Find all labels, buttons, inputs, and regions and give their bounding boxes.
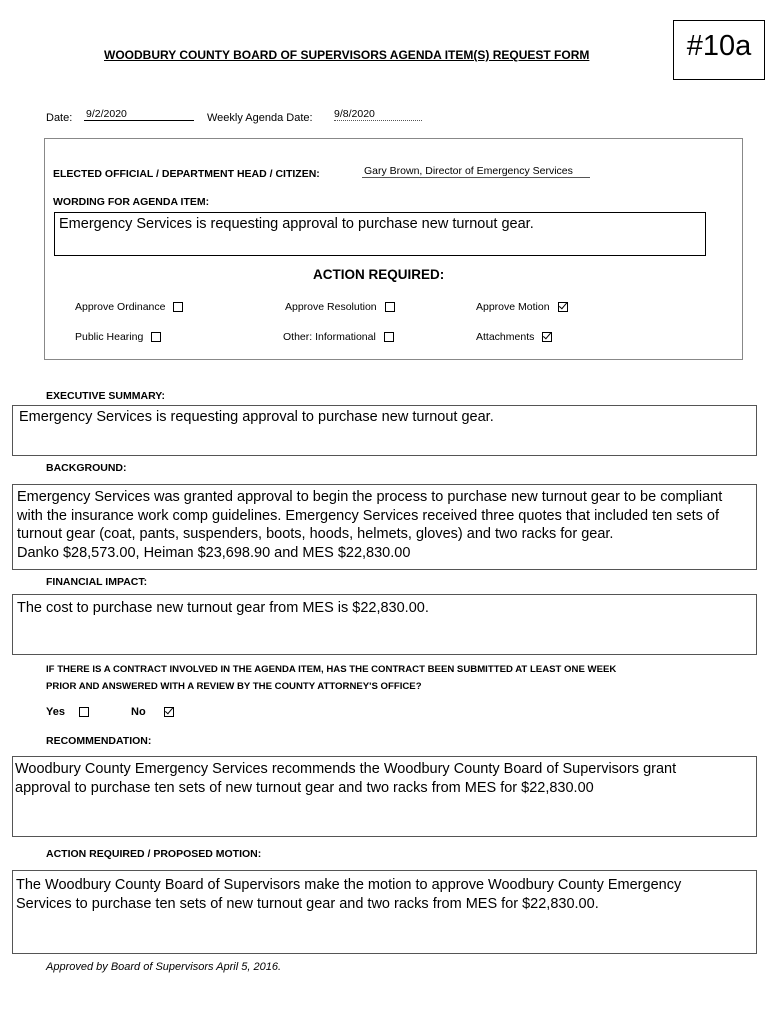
proposed-motion-line: Services to purchase ten sets of new turnout gear and two racks from MES for $22,830.00. [16,895,599,912]
requester-value: Gary Brown, Director of Emergency Services [362,165,590,178]
financial-impact-label: FINANCIAL IMPACT: [46,576,148,588]
background-line: turnout gear (coat, pants, suspenders, boots, hoods, helmets, gloves) and two racks for gear. [17,526,614,542]
contract-question-line: IF THERE IS A CONTRACT INVOLVED IN THE AGENDA ITEM, HAS THE CONTRACT BEEN SUBMITTED AT LEAST ONE WEEK [46,664,617,675]
action-required-title: ACTION REQUIRED: [313,267,445,282]
background-line: Danko $28,573.00, Heiman $23,698.90 and MES $22,830.00 [17,544,411,561]
option-approve-resolution [285,301,395,313]
recommendation-box [12,756,757,837]
option-other-informational [283,331,394,343]
wording-box: Emergency Services is requesting approval to purchase new turnout gear. [54,212,706,256]
weekly-agenda-date-label: Weekly Agenda Date: [207,112,313,124]
financial-impact-box: The cost to purchase new turnout gear from MES is $22,830.00. [12,594,757,655]
proposed-motion-label: ACTION REQUIRED / PROPOSED MOTION: [46,848,262,860]
executive-summary-label: EXECUTIVE SUMMARY: [46,390,166,402]
recommendation-line: Woodbury County Emergency Services recommends the Woodbury County Board of Supervisors grant [15,761,677,777]
wording-label: WORDING FOR AGENDA ITEM: [53,196,210,208]
contract-no-checkbox[interactable] [164,707,174,717]
date-value: 9/2/2020 [84,108,194,121]
recommendation-label: RECOMMENDATION: [46,735,152,747]
contract-no-option [131,706,174,718]
proposed-motion-box [12,870,757,954]
attachments-checkbox[interactable] [542,332,552,342]
contract-question [46,661,616,695]
option-attachments [476,331,552,343]
other-informational-checkbox[interactable] [384,332,394,342]
option-public-hearing [75,331,161,343]
contract-yes-checkbox[interactable] [79,707,89,717]
contract-yes-label: Yes [46,706,65,718]
background-line: Emergency Services was granted approval to begin the process to purchase new turnout gear to be compliant [17,489,723,505]
public-hearing-checkbox[interactable] [151,332,161,342]
agenda-item-number: #10a [673,20,765,80]
requester-label: ELECTED OFFICIAL / DEPARTMENT HEAD / CITIZEN: [53,168,320,180]
approve-ordinance-checkbox[interactable] [173,302,183,312]
option-approve-ordinance [75,301,183,313]
weekly-agenda-date-value: 9/8/2020 [334,108,422,121]
recommendation-line: approval to purchase ten sets of new turnout gear and two racks from MES for $22,830.00 [15,779,594,796]
option-approve-motion [476,301,568,313]
option-label: Approve Resolution [285,301,377,313]
proposed-motion-line: The Woodbury County Board of Supervisors make the motion to approve Woodbury County Emergency [16,877,682,893]
option-label: Other: Informational [283,331,376,343]
option-label: Attachments [476,331,535,343]
background-line: with the insurance work comp guidelines. Emergency Services received three quotes that included ten sets of [17,507,720,524]
option-label: Approve Ordinance [75,301,166,313]
form-title: WOODBURY COUNTY BOARD OF SUPERVISORS AGENDA ITEM(S) REQUEST FORM [104,48,590,62]
option-label: Approve Motion [476,301,550,313]
contract-yes-option [46,706,89,718]
approve-motion-checkbox[interactable] [558,302,568,312]
approval-footnote: Approved by Board of Supervisors April 5, 2016. [46,961,282,973]
background-box [12,484,757,570]
contract-no-label: No [131,706,146,718]
option-label: Public Hearing [75,331,144,343]
approve-resolution-checkbox[interactable] [385,302,395,312]
executive-summary-box: Emergency Services is requesting approval to purchase new turnout gear. [12,405,757,456]
date-label: Date: [46,112,73,124]
background-label: BACKGROUND: [46,462,127,474]
contract-question-line: PRIOR AND ANSWERED WITH A REVIEW BY THE COUNTY ATTORNEY'S OFFICE? [46,681,422,692]
